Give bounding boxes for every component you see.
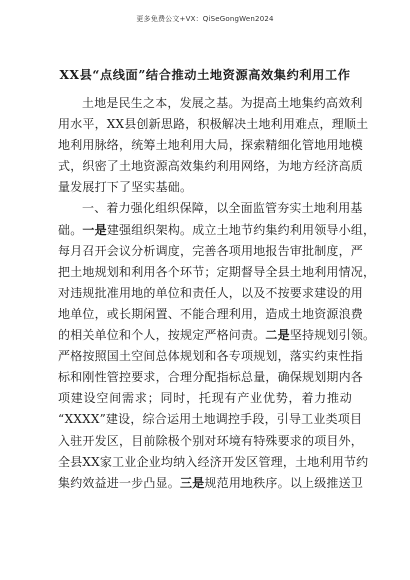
text-line: [58, 93, 363, 114]
text-line: [58, 325, 376, 346]
text-line: [58, 177, 352, 198]
text-line: [58, 388, 352, 409]
line-text: 地利用脉络，统筹土地利用大局，探索精细化管地用地模: [58, 138, 364, 153]
line-text: 础。: [58, 222, 83, 237]
line-text: 建强组织架构。成立土地节约集约利用领导小组，: [106, 222, 376, 237]
text-line: [58, 346, 364, 367]
text-line: [58, 135, 364, 156]
line-text: 的相关单位和个人，按规定严格问责。: [58, 328, 266, 343]
line-text: 把土地规划和利用各个环节；定期督导全县土地利用情况，: [58, 264, 376, 279]
line-text: 严格按照国土空间总体规划和各专项规划，落实约束性指: [58, 349, 364, 364]
line-text: 集约效益进一步凸显。: [58, 475, 181, 490]
line-text: 标和刚性管控要求，合理分配指标总量，确保规划期内各: [58, 370, 364, 385]
line-text: 一、着力强化组织保障，以全面监管夯实土地利用基: [82, 201, 363, 216]
line-text: 对违规批准用地的单位和责任人，以及不按要求建设的用: [58, 285, 364, 300]
line-text: 土地是民生之本，发展之基。为提高土地集约高效利: [82, 96, 363, 110]
line-text: “XXXX”建设，综合运用土地调控手段，引导工业类项目: [58, 412, 363, 427]
line-text: 全县XX家工业企业均纳入经济开发区管理，土地利用节约: [58, 454, 369, 469]
bold-lead: 二是: [265, 328, 290, 343]
line-text: 量发展打下了坚实基础。: [58, 180, 193, 195]
text-line: [58, 156, 364, 177]
line-text: 每月召开会议分析调度，完善各项用地报告审批制度，严: [58, 243, 364, 258]
header-note: 更多免费公文+VX：QiSeGongWen2024: [136, 15, 274, 23]
document-body: [58, 93, 376, 494]
text-line: [58, 409, 363, 430]
text-line: [58, 367, 364, 388]
text-line: [58, 283, 364, 304]
text-line: [58, 241, 364, 262]
text-line: [58, 452, 369, 473]
bold-lead: 三是: [180, 475, 205, 490]
line-text: 坚持规划引领。: [289, 328, 376, 343]
text-line: [58, 431, 364, 452]
text-line: [58, 198, 363, 219]
bold-lead: 一是: [82, 222, 107, 237]
text-line: [58, 304, 364, 325]
text-line: [58, 220, 376, 241]
text-line: [58, 114, 369, 135]
line-text: 项建设空间需求；同时，托现有产业优势，着力推动: [58, 391, 352, 406]
line-text: 用水平，XX县创新思路，积极解决土地利用难点，理顺土: [58, 117, 369, 132]
line-text: 入驻开发区，目前除极个别对环境有特殊要求的项目外，: [58, 433, 364, 448]
line-text: 式，织密了土地资源高效集约利用网络，为地方经济高质: [58, 159, 364, 174]
text-line: [58, 262, 376, 283]
text-line: [58, 473, 364, 494]
line-text: 规范用地秩序。以上级推送卫: [204, 475, 364, 490]
line-text: 地单位，或长期闲置、不能合理利用，造成土地资源浪费: [58, 306, 364, 321]
document-title: XX县“点线面”结合推动土地资源高效集约利用工作: [59, 68, 351, 82]
